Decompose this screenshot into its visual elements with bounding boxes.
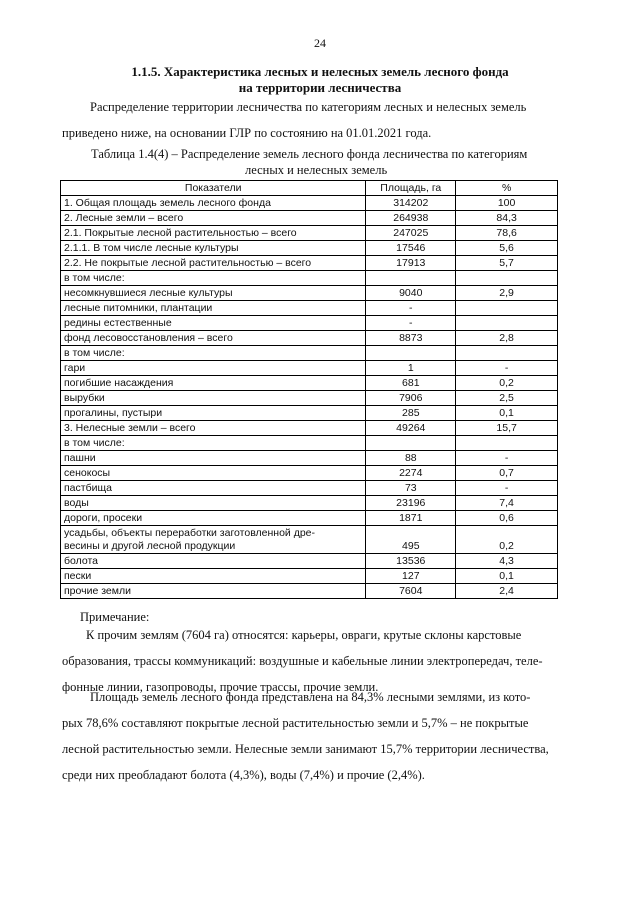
row-label: в том числе:	[61, 271, 366, 286]
row-area: 7604	[366, 584, 456, 599]
row-label: лесные питомники, плантации	[61, 301, 366, 316]
summary-line-2: рых 78,6% составляют покрытые лесной растительностью земли и 5,7% – не покрытые	[62, 716, 529, 730]
row-label: прогалины, пустыри	[61, 406, 366, 421]
row-percent	[456, 301, 558, 316]
row-percent: 5,6	[456, 241, 558, 256]
row-area: 13536	[366, 554, 456, 569]
row-label: редины естественные	[61, 316, 366, 331]
row-percent	[456, 346, 558, 361]
table-row	[61, 391, 558, 406]
row-percent: 78,6	[456, 226, 558, 241]
row-percent: 0,7	[456, 466, 558, 481]
table-caption-line-2: лесных и нелесных земель	[245, 163, 388, 177]
row-label: сенокосы	[61, 466, 366, 481]
row-label: 2.2. Не покрытые лесной растительностью – всего	[61, 256, 366, 271]
row-label: пастбища	[61, 481, 366, 496]
row-area: 9040	[366, 286, 456, 301]
row-area	[366, 436, 456, 451]
table-row	[61, 226, 558, 241]
header-indicator: Показатели	[61, 181, 366, 196]
row-area: 73	[366, 481, 456, 496]
row-label	[61, 526, 366, 554]
row-percent: 2,5	[456, 391, 558, 406]
row-area: 88	[366, 451, 456, 466]
table-row	[61, 421, 558, 436]
row-label: воды	[61, 496, 366, 511]
intro-line-1: Распределение территории лесничества по категориям лесных и нелесных земель	[90, 100, 527, 114]
row-label: 3. Нелесные земли – всего	[61, 421, 366, 436]
row-percent: 84,3	[456, 211, 558, 226]
table-row	[61, 301, 558, 316]
row-percent: 15,7	[456, 421, 558, 436]
page-number: 24	[314, 36, 326, 50]
row-area: 8873	[366, 331, 456, 346]
row-label: погибшие насаждения	[61, 376, 366, 391]
row-percent: 7,4	[456, 496, 558, 511]
land-categories-table	[60, 180, 558, 599]
table-row	[61, 526, 558, 554]
table-row	[61, 211, 558, 226]
table-row	[61, 331, 558, 346]
row-label-line-2: весины и другой лесной продукции	[64, 540, 236, 552]
table-row	[61, 584, 558, 599]
note-line-3: фонные линии, газопроводы, прочие трассы, прочие земли.	[62, 680, 379, 694]
row-percent	[456, 271, 558, 286]
row-area: -	[366, 316, 456, 331]
table-row	[61, 346, 558, 361]
row-percent: 100	[456, 196, 558, 211]
row-label: болота	[61, 554, 366, 569]
table-row	[61, 554, 558, 569]
note-line-1: К прочим землям (7604 га) относятся: карьеры, овраги, крутые склоны карстовые	[86, 628, 522, 642]
row-area: 7906	[366, 391, 456, 406]
row-percent: 0,2	[456, 376, 558, 391]
row-area	[366, 271, 456, 286]
row-area: 1	[366, 361, 456, 376]
row-label: в том числе:	[61, 346, 366, 361]
row-area: 17546	[366, 241, 456, 256]
summary-paragraph	[62, 684, 562, 788]
row-percent: 0,6	[456, 511, 558, 526]
row-label: несомкнувшиеся лесные культуры	[61, 286, 366, 301]
table-row	[61, 511, 558, 526]
row-percent: 4,3	[456, 554, 558, 569]
table-row	[61, 316, 558, 331]
table-row	[61, 361, 558, 376]
intro-paragraph	[62, 94, 562, 146]
table-row	[61, 196, 558, 211]
row-label: прочие земли	[61, 584, 366, 599]
row-area: 314202	[366, 196, 456, 211]
row-area: 17913	[366, 256, 456, 271]
table-row	[61, 496, 558, 511]
row-percent: 5,7	[456, 256, 558, 271]
row-area: 49264	[366, 421, 456, 436]
row-percent: 2,4	[456, 584, 558, 599]
row-area: 2274	[366, 466, 456, 481]
row-label: 2.1.1. В том числе лесные культуры	[61, 241, 366, 256]
row-percent: 0,1	[456, 569, 558, 584]
table-header-row	[61, 181, 558, 196]
note-line-2: образования, трассы коммуникаций: воздушные и кабельные линии электропередач, теле-	[62, 654, 543, 668]
row-label: 1. Общая площадь земель лесного фонда	[61, 196, 366, 211]
header-area: Площадь, га	[366, 181, 456, 196]
row-percent: 0,2	[456, 526, 558, 554]
table-caption	[91, 146, 561, 178]
row-percent: 2,8	[456, 331, 558, 346]
row-area: 127	[366, 569, 456, 584]
intro-line-2: приведено ниже, на основании ГЛР по состоянию на 01.01.2021 года.	[62, 126, 432, 140]
header-percent: %	[456, 181, 558, 196]
row-percent: -	[456, 451, 558, 466]
table-row	[61, 376, 558, 391]
row-label: в том числе:	[61, 436, 366, 451]
note-label: Примечание:	[80, 610, 150, 624]
table-row	[61, 256, 558, 271]
row-percent	[456, 436, 558, 451]
row-area: 264938	[366, 211, 456, 226]
summary-line-4: среди них преобладают болота (4,3%), воды (7,4%) и прочие (2,4%).	[62, 768, 425, 782]
row-percent: -	[456, 481, 558, 496]
table-row	[61, 466, 558, 481]
row-percent: -	[456, 361, 558, 376]
section-heading-line-1: 1.1.5. Характеристика лесных и нелесных земель лесного фонда	[131, 64, 509, 79]
table-caption-line-1: Таблица 1.4(4) – Распределение земель лесного фонда лесничества по категориям	[91, 147, 528, 161]
row-label: 2. Лесные земли – всего	[61, 211, 366, 226]
row-label: фонд лесовосстановления – всего	[61, 331, 366, 346]
table-row	[61, 451, 558, 466]
row-label: дороги, просеки	[61, 511, 366, 526]
table-row	[61, 569, 558, 584]
row-label: гари	[61, 361, 366, 376]
section-heading	[0, 64, 640, 96]
summary-line-1: Площадь земель лесного фонда представлена на 84,3% лесными землями, из кото-	[90, 690, 531, 704]
row-label-line-1: усадьбы, объекты переработки заготовленной дре-	[64, 527, 316, 539]
row-area: 23196	[366, 496, 456, 511]
summary-line-3: лесной растительностью земли. Нелесные земли занимают 15,7% территории лесничества,	[62, 742, 549, 756]
row-area: 681	[366, 376, 456, 391]
row-label: пашни	[61, 451, 366, 466]
row-area: 247025	[366, 226, 456, 241]
row-label: пески	[61, 569, 366, 584]
row-area	[366, 346, 456, 361]
row-percent	[456, 316, 558, 331]
table-row	[61, 406, 558, 421]
section-heading-line-2: на территории лесничества	[238, 80, 402, 95]
row-area: 285	[366, 406, 456, 421]
table-row	[61, 286, 558, 301]
row-percent: 0,1	[456, 406, 558, 421]
table-row	[61, 271, 558, 286]
table-row	[61, 436, 558, 451]
row-label: 2.1. Покрытые лесной растительностью – всего	[61, 226, 366, 241]
row-label: вырубки	[61, 391, 366, 406]
table-row	[61, 241, 558, 256]
row-area: 495	[366, 526, 456, 554]
row-area: 1871	[366, 511, 456, 526]
row-percent: 2,9	[456, 286, 558, 301]
table-row	[61, 481, 558, 496]
row-area: -	[366, 301, 456, 316]
